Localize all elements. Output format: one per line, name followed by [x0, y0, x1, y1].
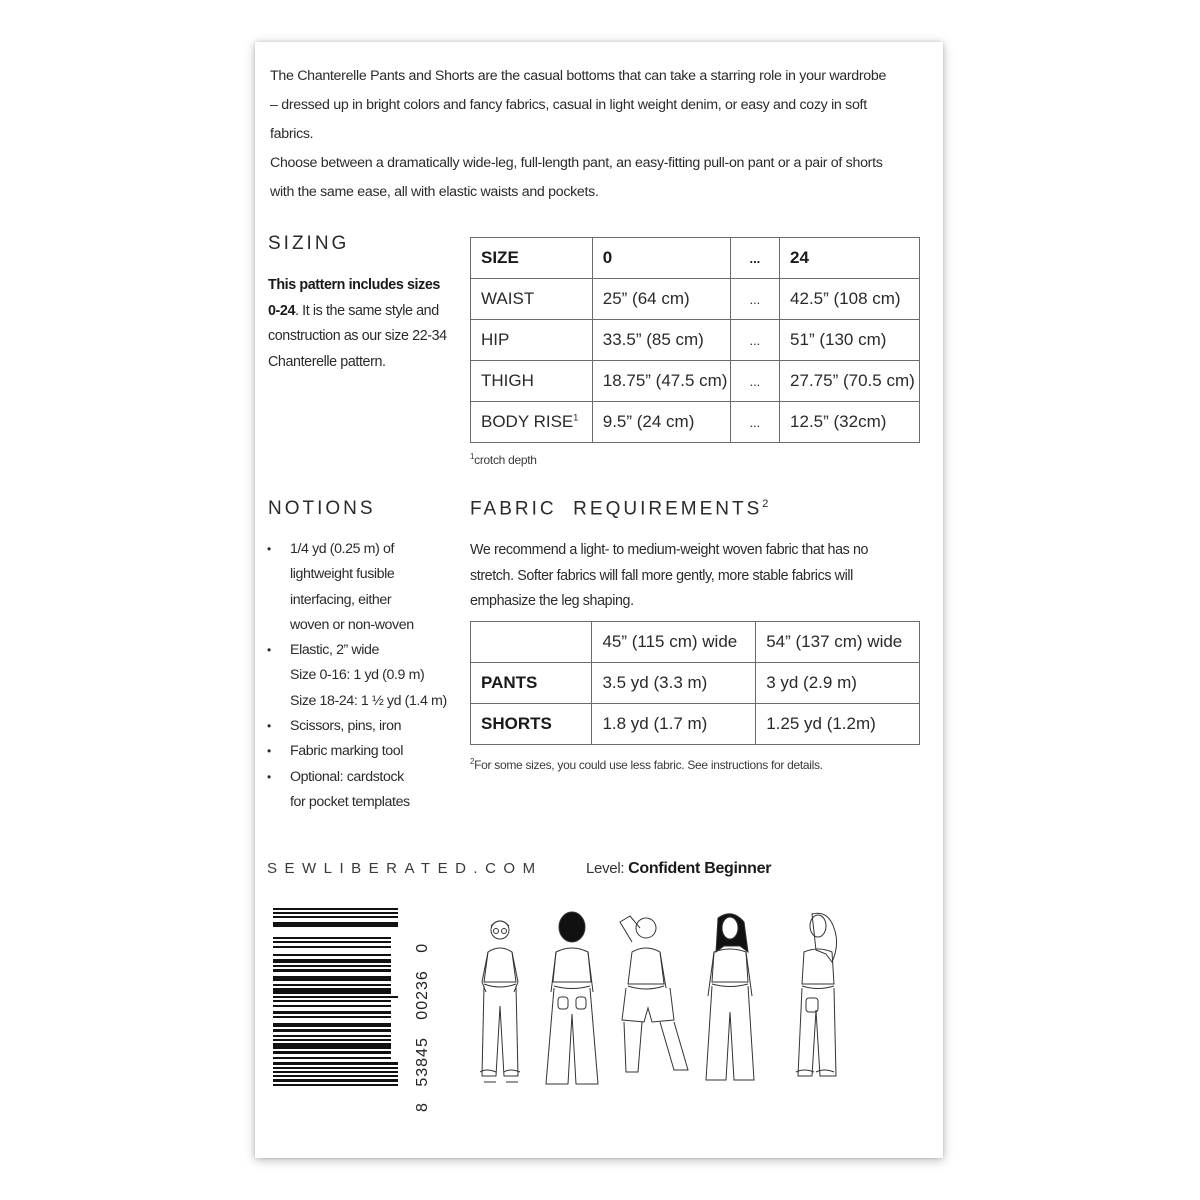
notion-line: interfacing, either	[290, 591, 392, 608]
skill-level	[586, 860, 771, 878]
cell-ellipsis: ...	[730, 279, 779, 320]
sizing-description	[268, 273, 448, 375]
body-rise-label: BODY RISE	[481, 412, 574, 431]
cell-ellipsis: ...	[730, 402, 779, 443]
table-row	[471, 704, 920, 745]
notion-line: Size 18-24: 1 ½ yd (1.4 m)	[290, 692, 447, 709]
website-url: SEWLIBERATED.COM	[267, 860, 543, 877]
fabric-header-blank	[471, 622, 592, 663]
figure-3-icon	[620, 916, 688, 1072]
notion-line: • Scissors, pins, iron	[290, 718, 402, 735]
intro-paragraph-1: The Chanterelle Pants and Shorts are the casual bottoms that can take a starring role in your wardrobe – dressed up in bright colors and fancy fabrics, casual in light weight denim, or easy and cozy in soft fabrics.	[270, 68, 887, 142]
sizing-text: . It is the same style and construction as our size 22-34 Chanterelle pattern.	[268, 302, 447, 370]
cell-value: 51” (130 cm)	[780, 320, 920, 361]
intro-paragraph-2: Choose between a dramatically wide-leg, full-length pant, an easy-fitting pull-on pant or a pair of shorts with the same ease, all with elastic waists and pockets.	[270, 155, 883, 200]
notion-line: • Fabric marking tool	[290, 743, 404, 760]
row-label-waist: WAIST	[471, 279, 593, 320]
footnote-marker: 2	[762, 498, 769, 510]
notions-list	[267, 537, 467, 815]
fabric-heading-text: FABRIC REQUIREMENTS	[470, 498, 763, 520]
figure-5-icon	[796, 913, 837, 1076]
barcode-digit-right: 0	[414, 942, 431, 953]
barcode-digits	[414, 902, 432, 1112]
notion-line: Size 0-16: 1 yd (0.9 m)	[290, 667, 425, 684]
cell-ellipsis: ...	[730, 361, 779, 402]
barcode-digit-left: 8	[414, 1102, 431, 1112]
size-header-min: 0	[592, 238, 730, 279]
cell-value: 3 yd (2.9 m)	[756, 663, 920, 704]
table-row	[471, 402, 920, 443]
list-item	[267, 537, 467, 638]
size-header-ellipsis: ...	[730, 238, 779, 279]
list-item	[267, 739, 467, 764]
table-row	[471, 663, 920, 704]
barcode	[270, 902, 431, 1112]
fabric-header-54: 54” (137 cm) wide	[756, 622, 920, 663]
fabric-footnote	[470, 757, 823, 772]
cell-value: 33.5” (85 cm)	[592, 320, 730, 361]
table-row	[471, 361, 920, 402]
row-label-shorts: SHORTS	[471, 704, 592, 745]
figure-1-icon	[480, 921, 520, 1082]
fabric-header-row	[471, 622, 920, 663]
intro-text	[270, 62, 890, 207]
table-row	[471, 320, 920, 361]
figures-illustration-icon	[460, 902, 880, 1102]
pattern-back-cover	[255, 42, 943, 1158]
notion-line: woven or non-woven	[290, 616, 414, 633]
notion-line: • Optional: cardstock	[290, 768, 404, 785]
footnote-text: For some sizes, you could use less fabric. See instructions for details.	[474, 758, 823, 772]
fabric-description: We recommend a light- to medium-weight woven fabric that has no stretch. Softer fabrics will fall more gently, more stable fabrics will emphasize the leg shaping.	[470, 542, 869, 609]
footnote-marker: 2	[470, 757, 475, 766]
cell-value: 25” (64 cm)	[592, 279, 730, 320]
fabric-header-45: 45” (115 cm) wide	[592, 622, 756, 663]
list-item	[267, 714, 467, 739]
sizing-footnote	[470, 452, 537, 467]
row-label-hip: HIP	[471, 320, 593, 361]
notion-line: lightweight fusible	[290, 566, 395, 583]
cell-value: 42.5” (108 cm)	[780, 279, 920, 320]
row-label-thigh: THIGH	[471, 361, 593, 402]
cell-value: 1.8 yd (1.7 m)	[592, 704, 756, 745]
notion-line: for pocket templates	[290, 793, 410, 810]
barcode-icon	[270, 902, 415, 1112]
notion-line: • 1/4 yd (0.25 m) of	[290, 541, 394, 557]
cell-value: 27.75” (70.5 cm)	[780, 361, 920, 402]
figure-4-icon	[706, 914, 754, 1080]
list-item	[267, 638, 467, 714]
cell-ellipsis: ...	[730, 320, 779, 361]
row-label-body-rise	[471, 402, 593, 443]
cell-value: 1.25 yd (1.2m)	[756, 704, 920, 745]
size-chart-header-row	[471, 238, 920, 279]
cell-value: 18.75” (47.5 cm)	[592, 361, 730, 402]
cell-value: 12.5” (32cm)	[780, 402, 920, 443]
fabric-heading	[470, 498, 768, 520]
cell-value: 9.5” (24 cm)	[592, 402, 730, 443]
barcode-digits-group-1: 53845	[414, 1037, 431, 1087]
sizing-heading: SIZING	[268, 233, 350, 254]
size-header-label: SIZE	[471, 238, 593, 279]
model-illustrations	[460, 902, 880, 1102]
figure-2-icon	[546, 912, 598, 1084]
row-label-pants: PANTS	[471, 663, 592, 704]
footnote-text: crotch depth	[474, 453, 537, 467]
footnote-marker: 1	[470, 452, 475, 461]
level-label: Level:	[586, 860, 625, 877]
notion-line: • Elastic, 2” wide	[290, 642, 380, 659]
level-value: Confident Beginner	[628, 860, 772, 877]
notions-heading: NOTIONS	[268, 498, 376, 519]
fabric-table	[470, 621, 920, 745]
size-chart-table	[470, 237, 920, 443]
size-header-max: 24	[780, 238, 920, 279]
barcode-digits-group-2: 00236	[414, 970, 431, 1020]
list-item	[267, 765, 467, 816]
sizing-bold-text: This pattern includes sizes 0-24	[268, 277, 440, 319]
cell-value: 3.5 yd (3.3 m)	[592, 663, 756, 704]
table-row	[471, 279, 920, 320]
footnote-marker: 1	[573, 412, 579, 423]
